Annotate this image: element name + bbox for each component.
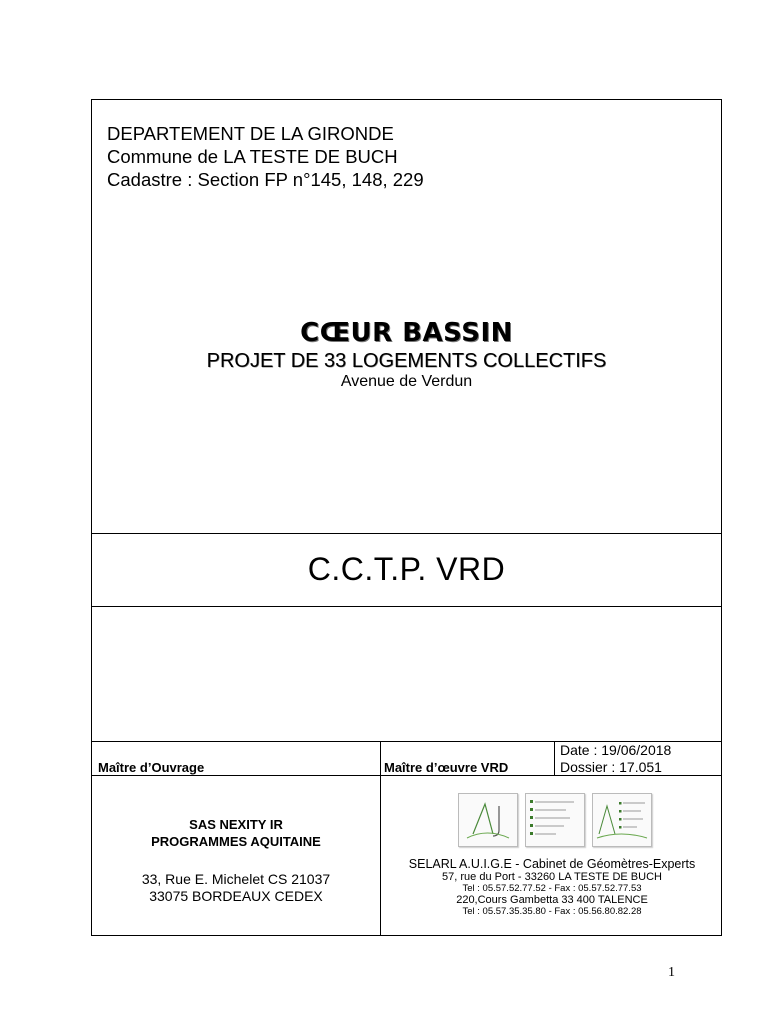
firm-block — [381, 857, 723, 917]
firm-office1-phone: Tel : 05.57.52.77.52 - Fax : 05.57.52.77.53 — [462, 883, 642, 894]
firm-office1-address: 57, rue du Port - 33260 LA TESTE DE BUCH — [442, 871, 662, 883]
project-description: PROJET DE 33 LOGEMENTS COLLECTIFS — [206, 350, 607, 372]
auige-logo-mark-icon — [458, 793, 518, 847]
project-address: Avenue de Verdun — [340, 373, 473, 390]
date-field: Date : 19/06/2018 — [560, 742, 672, 758]
title-page-frame — [91, 99, 722, 936]
firm-office2-address: 220,Cours Gambetta 33 400 TALENCE — [456, 894, 648, 906]
divider-doc — [92, 606, 721, 607]
auige-logo-text-icon — [525, 793, 585, 847]
client-address — [92, 871, 380, 905]
document-title: C.C.T.P. VRD — [307, 551, 506, 587]
administrative-header — [107, 122, 424, 191]
divider-title — [92, 533, 721, 534]
maitre-ouvrage-label: Maître d’Ouvrage — [98, 760, 205, 775]
project-title-block — [92, 318, 721, 391]
cadastre-line: Cadastre : Section FP n°145, 148, 229 — [107, 169, 424, 190]
project-name: CŒUR BASSIN — [300, 318, 513, 348]
commune-line: Commune de LA TESTE DE BUCH — [107, 146, 398, 167]
department-line: DEPARTEMENT DE LA GIRONDE — [107, 123, 394, 144]
client-name-line2: PROGRAMMES AQUITAINE — [151, 834, 321, 849]
page-number: 1 — [668, 965, 675, 980]
client-block — [92, 816, 380, 905]
firm-office2-phone: Tel : 05.57.35.35.80 - Fax : 05.56.80.82.28 — [462, 906, 642, 917]
client-address-line2: 33075 BORDEAUX CEDEX — [149, 888, 323, 904]
maitre-oeuvre-label: Maître d’œuvre VRD — [384, 760, 509, 775]
divider-vertical-meta — [554, 741, 555, 775]
firm-name: SELARL A.U.I.G.E - Cabinet de Géomètres-Experts — [408, 857, 696, 871]
client-name-line1: SAS NEXITY IR — [189, 817, 283, 832]
auige-logo-combined-icon — [592, 793, 652, 847]
dossier-field: Dossier : 17.051 — [560, 759, 662, 775]
firm-logos — [458, 793, 652, 847]
client-address-line1: 33, Rue E. Michelet CS 21037 — [141, 871, 331, 887]
